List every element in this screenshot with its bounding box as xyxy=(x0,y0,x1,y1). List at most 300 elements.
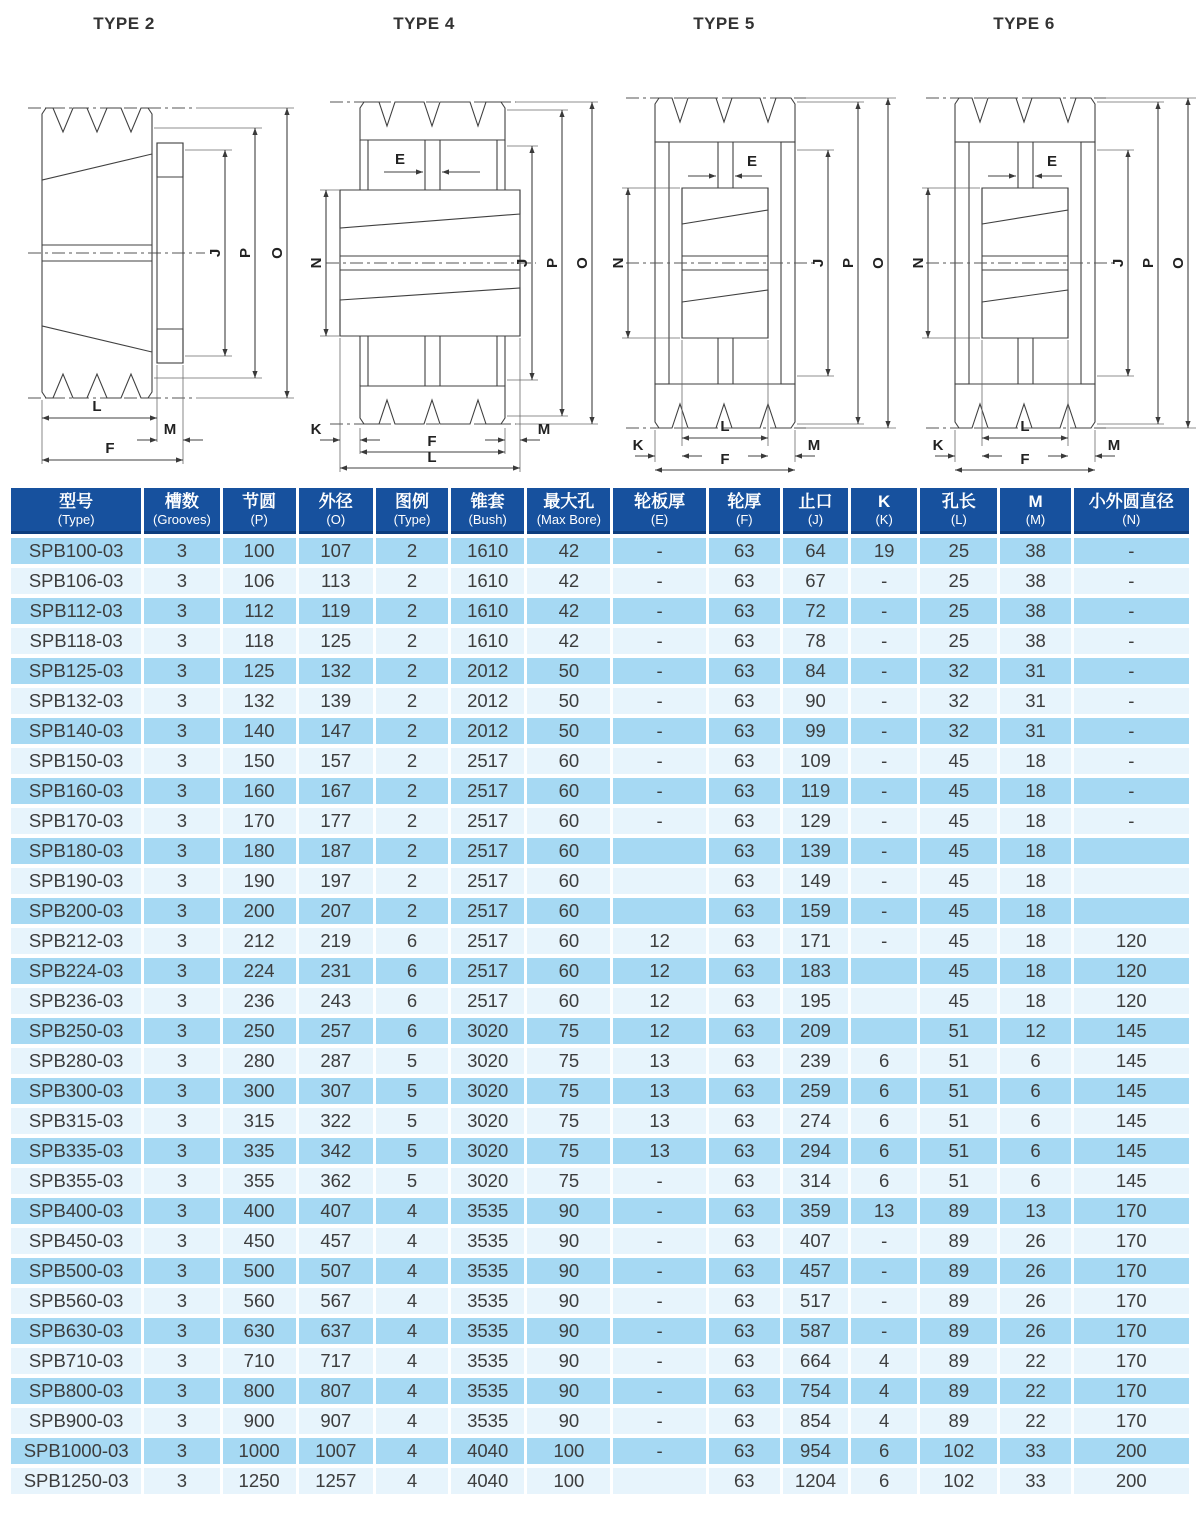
cell-l: 32 xyxy=(920,658,997,684)
cell-od: 177 xyxy=(299,808,373,834)
table-row-SPB560-03 xyxy=(11,1288,1189,1314)
table-row-SPB125-03 xyxy=(11,658,1189,684)
cell-j: 99 xyxy=(783,718,848,744)
cell-max_bore: 75 xyxy=(527,1078,610,1104)
cell-l: 45 xyxy=(920,778,997,804)
cell-model: SPB132-03 xyxy=(11,688,141,714)
table-row-SPB170-03 xyxy=(11,808,1189,834)
cell-pitch: 132 xyxy=(223,688,296,714)
cell-n: 170 xyxy=(1074,1288,1189,1314)
dim-label-L: L xyxy=(1020,418,1030,435)
cell-n: 170 xyxy=(1074,1198,1189,1224)
dim-label-M: M xyxy=(807,437,821,454)
cell-figure: 4 xyxy=(376,1198,448,1224)
cell-max_bore: 90 xyxy=(527,1408,610,1434)
cell-e: - xyxy=(613,778,705,804)
cell-e: - xyxy=(613,658,705,684)
cell-n: 145 xyxy=(1074,1168,1189,1194)
cell-f: 63 xyxy=(709,1288,780,1314)
cell-l: 102 xyxy=(920,1438,997,1464)
cell-j: 209 xyxy=(783,1018,848,1044)
table-row-SPB140-03 xyxy=(11,718,1189,744)
header-label-en: (L) xyxy=(950,512,967,527)
cell-l: 25 xyxy=(920,538,997,564)
cell-f: 63 xyxy=(709,1198,780,1224)
cell-od: 1007 xyxy=(299,1438,373,1464)
cell-k: - xyxy=(851,628,917,654)
cell-l: 45 xyxy=(920,838,997,864)
cell-j: 457 xyxy=(783,1258,848,1284)
diagram-title-type2: TYPE 2 xyxy=(93,14,155,33)
dim-label-N: N xyxy=(308,257,325,269)
dim-label-P: P xyxy=(544,257,561,269)
header-cell-l xyxy=(920,488,997,534)
cell-n: - xyxy=(1074,538,1189,564)
cell-model: SPB800-03 xyxy=(11,1378,141,1404)
cell-grooves: 3 xyxy=(144,1378,219,1404)
cell-pitch: 170 xyxy=(223,808,296,834)
cell-n xyxy=(1074,838,1189,864)
cell-model: SPB560-03 xyxy=(11,1288,141,1314)
table-row-SPB132-03 xyxy=(11,688,1189,714)
cell-od: 907 xyxy=(299,1408,373,1434)
table-row-SPB1000-03 xyxy=(11,1438,1189,1464)
dim-label-N: N xyxy=(910,257,927,269)
cell-f: 63 xyxy=(709,1228,780,1254)
cell-figure: 4 xyxy=(376,1258,448,1284)
cell-od: 322 xyxy=(299,1108,373,1134)
cell-l: 89 xyxy=(920,1408,997,1434)
cell-od: 407 xyxy=(299,1198,373,1224)
cell-f: 63 xyxy=(709,688,780,714)
cell-e: - xyxy=(613,808,705,834)
cell-l: 51 xyxy=(920,1078,997,1104)
cell-figure: 6 xyxy=(376,928,448,954)
cell-figure: 4 xyxy=(376,1348,448,1374)
cell-j: 119 xyxy=(783,778,848,804)
cell-od: 147 xyxy=(299,718,373,744)
header-label-zh: 节圆 xyxy=(242,492,277,511)
cell-max_bore: 75 xyxy=(527,1018,610,1044)
cell-e: - xyxy=(613,1438,705,1464)
cell-pitch: 200 xyxy=(223,898,296,924)
header-label-zh: M xyxy=(1028,492,1043,511)
cell-k: - xyxy=(851,1288,917,1314)
dim-label-L: L xyxy=(92,398,102,415)
cell-f: 63 xyxy=(709,1438,780,1464)
cell-model: SPB200-03 xyxy=(11,898,141,924)
cell-j: 64 xyxy=(783,538,848,564)
cell-bush: 2517 xyxy=(451,958,524,984)
cell-e: - xyxy=(613,1378,705,1404)
cell-j: 854 xyxy=(783,1408,848,1434)
cell-max_bore: 60 xyxy=(527,808,610,834)
cell-od: 113 xyxy=(299,568,373,594)
cell-e: 12 xyxy=(613,958,705,984)
cell-figure: 2 xyxy=(376,658,448,684)
table-header-row xyxy=(11,488,1189,534)
table-row-SPB236-03 xyxy=(11,988,1189,1014)
header-label-en: (N) xyxy=(1122,512,1141,527)
cell-max_bore: 90 xyxy=(527,1348,610,1374)
header-label-zh: 最大孔 xyxy=(543,492,595,511)
cell-pitch: 355 xyxy=(223,1168,296,1194)
cell-f: 63 xyxy=(709,1258,780,1284)
cell-max_bore: 75 xyxy=(527,1168,610,1194)
cell-k: 6 xyxy=(851,1138,917,1164)
cell-model: SPB450-03 xyxy=(11,1228,141,1254)
cell-j: 407 xyxy=(783,1228,848,1254)
spec-table xyxy=(8,484,1192,1498)
cell-e: 13 xyxy=(613,1138,705,1164)
cell-bush: 3535 xyxy=(451,1198,524,1224)
cell-e: - xyxy=(613,628,705,654)
cell-e: - xyxy=(613,1318,705,1344)
header-label-en: (Type) xyxy=(393,512,431,527)
cell-max_bore: 90 xyxy=(527,1288,610,1314)
cell-bush: 3020 xyxy=(451,1078,524,1104)
cell-k: - xyxy=(851,1258,917,1284)
diagram-type6 xyxy=(900,4,1200,484)
cell-model: SPB150-03 xyxy=(11,748,141,774)
cell-model: SPB250-03 xyxy=(11,1018,141,1044)
dim-label-N: N xyxy=(610,257,627,269)
cell-model: SPB500-03 xyxy=(11,1258,141,1284)
cell-l: 102 xyxy=(920,1468,997,1494)
cell-pitch: 630 xyxy=(223,1318,296,1344)
cell-m: 6 xyxy=(1000,1048,1070,1074)
cell-max_bore: 75 xyxy=(527,1138,610,1164)
cell-pitch: 315 xyxy=(223,1108,296,1134)
cell-max_bore: 60 xyxy=(527,928,610,954)
table-row-SPB190-03 xyxy=(11,868,1189,894)
cell-od: 219 xyxy=(299,928,373,954)
dim-label-M: M xyxy=(163,421,177,438)
header-cell-k xyxy=(851,488,917,534)
header-label-zh: 轮厚 xyxy=(727,492,762,511)
cell-model: SPB355-03 xyxy=(11,1168,141,1194)
cell-j: 359 xyxy=(783,1198,848,1224)
cell-od: 132 xyxy=(299,658,373,684)
cell-model: SPB106-03 xyxy=(11,568,141,594)
cell-f: 63 xyxy=(709,1078,780,1104)
dim-label-P: P xyxy=(840,257,857,269)
header-label-en: (F) xyxy=(736,512,753,527)
dim-label-K: K xyxy=(632,437,644,454)
cell-max_bore: 90 xyxy=(527,1198,610,1224)
cell-m: 18 xyxy=(1000,898,1070,924)
cell-m: 18 xyxy=(1000,958,1070,984)
cell-e: - xyxy=(613,1168,705,1194)
cell-pitch: 140 xyxy=(223,718,296,744)
cell-bush: 4040 xyxy=(451,1438,524,1464)
cell-f: 63 xyxy=(709,1348,780,1374)
cell-model: SPB300-03 xyxy=(11,1078,141,1104)
diagram-type2 xyxy=(0,4,300,484)
dim-label-J: J xyxy=(810,258,827,268)
cell-j: 239 xyxy=(783,1048,848,1074)
cell-k: - xyxy=(851,1228,917,1254)
cell-max_bore: 100 xyxy=(527,1438,610,1464)
cell-n: 145 xyxy=(1074,1048,1189,1074)
cell-pitch: 112 xyxy=(223,598,296,624)
cell-m: 26 xyxy=(1000,1318,1070,1344)
cell-max_bore: 90 xyxy=(527,1318,610,1344)
cell-f: 63 xyxy=(709,718,780,744)
header-cell-f xyxy=(709,488,780,534)
header-cell-e xyxy=(613,488,705,534)
cell-l: 89 xyxy=(920,1288,997,1314)
table-row-SPB400-03 xyxy=(11,1198,1189,1224)
cell-grooves: 3 xyxy=(144,538,219,564)
cell-max_bore: 42 xyxy=(527,628,610,654)
cell-e: - xyxy=(613,1288,705,1314)
cell-j: 954 xyxy=(783,1438,848,1464)
cell-m: 26 xyxy=(1000,1258,1070,1284)
cell-m: 38 xyxy=(1000,568,1070,594)
cell-l: 45 xyxy=(920,868,997,894)
cell-n xyxy=(1074,868,1189,894)
cell-f: 63 xyxy=(709,1468,780,1494)
cell-m: 38 xyxy=(1000,628,1070,654)
cell-m: 22 xyxy=(1000,1348,1070,1374)
cell-pitch: 450 xyxy=(223,1228,296,1254)
cell-m: 18 xyxy=(1000,868,1070,894)
cell-n: 120 xyxy=(1074,988,1189,1014)
cell-e: 12 xyxy=(613,988,705,1014)
cell-j: 754 xyxy=(783,1378,848,1404)
cell-n: 170 xyxy=(1074,1378,1189,1404)
cell-l: 45 xyxy=(920,928,997,954)
cell-grooves: 3 xyxy=(144,1108,219,1134)
cell-f: 63 xyxy=(709,1048,780,1074)
cell-m: 6 xyxy=(1000,1138,1070,1164)
cell-l: 89 xyxy=(920,1318,997,1344)
cell-max_bore: 75 xyxy=(527,1048,610,1074)
cell-od: 807 xyxy=(299,1378,373,1404)
cell-bush: 3020 xyxy=(451,1048,524,1074)
cell-figure: 2 xyxy=(376,808,448,834)
cell-k: 19 xyxy=(851,538,917,564)
cell-bush: 2012 xyxy=(451,718,524,744)
cell-k: - xyxy=(851,928,917,954)
diagram-type4 xyxy=(300,4,600,484)
cell-max_bore: 50 xyxy=(527,688,610,714)
diagrams-row xyxy=(0,0,1200,484)
cell-m: 6 xyxy=(1000,1078,1070,1104)
cell-k: 6 xyxy=(851,1078,917,1104)
cell-model: SPB236-03 xyxy=(11,988,141,1014)
dim-label-E: E xyxy=(746,153,758,170)
cell-f: 63 xyxy=(709,988,780,1014)
cell-j: 149 xyxy=(783,868,848,894)
cell-figure: 2 xyxy=(376,898,448,924)
cell-grooves: 3 xyxy=(144,1048,219,1074)
cell-k: - xyxy=(851,808,917,834)
cell-k: - xyxy=(851,598,917,624)
cell-od: 717 xyxy=(299,1348,373,1374)
cell-l: 51 xyxy=(920,1168,997,1194)
cell-f: 63 xyxy=(709,1378,780,1404)
cell-max_bore: 60 xyxy=(527,958,610,984)
diagram-type5 xyxy=(600,4,900,484)
cell-n: - xyxy=(1074,688,1189,714)
cell-bush: 1610 xyxy=(451,538,524,564)
cell-n: 170 xyxy=(1074,1258,1189,1284)
cell-od: 231 xyxy=(299,958,373,984)
cell-j: 72 xyxy=(783,598,848,624)
table-row-SPB300-03 xyxy=(11,1078,1189,1104)
dim-label-F: F xyxy=(720,451,730,468)
cell-pitch: 300 xyxy=(223,1078,296,1104)
cell-e: - xyxy=(613,718,705,744)
cell-m: 38 xyxy=(1000,598,1070,624)
cell-od: 307 xyxy=(299,1078,373,1104)
cell-f: 63 xyxy=(709,748,780,774)
cell-max_bore: 100 xyxy=(527,1468,610,1494)
cell-max_bore: 75 xyxy=(527,1108,610,1134)
cell-m: 33 xyxy=(1000,1468,1070,1494)
cell-grooves: 3 xyxy=(144,898,219,924)
cell-j: 294 xyxy=(783,1138,848,1164)
cell-l: 89 xyxy=(920,1228,997,1254)
table-row-SPB500-03 xyxy=(11,1258,1189,1284)
cell-m: 26 xyxy=(1000,1228,1070,1254)
cell-n: 145 xyxy=(1074,1018,1189,1044)
cell-f: 63 xyxy=(709,568,780,594)
header-label-zh: K xyxy=(878,492,891,511)
cell-e: 12 xyxy=(613,928,705,954)
cell-pitch: 1250 xyxy=(223,1468,296,1494)
cell-j: 517 xyxy=(783,1288,848,1314)
header-label-zh: 轮板厚 xyxy=(634,492,686,511)
cell-od: 567 xyxy=(299,1288,373,1314)
cell-f: 63 xyxy=(709,658,780,684)
cell-model: SPB1000-03 xyxy=(11,1438,141,1464)
header-label-zh: 外径 xyxy=(318,492,353,511)
cell-model: SPB335-03 xyxy=(11,1138,141,1164)
cell-model: SPB224-03 xyxy=(11,958,141,984)
cell-figure: 2 xyxy=(376,688,448,714)
cell-n: - xyxy=(1074,808,1189,834)
cell-f: 63 xyxy=(709,838,780,864)
cell-model: SPB180-03 xyxy=(11,838,141,864)
header-label-en: (Max Bore) xyxy=(536,512,602,527)
cell-bush: 3535 xyxy=(451,1348,524,1374)
cell-k: - xyxy=(851,688,917,714)
dim-label-J: J xyxy=(1110,258,1127,268)
cell-l: 89 xyxy=(920,1348,997,1374)
cell-max_bore: 50 xyxy=(527,718,610,744)
cell-k: - xyxy=(851,748,917,774)
cell-l: 45 xyxy=(920,898,997,924)
table-row-SPB180-03 xyxy=(11,838,1189,864)
cell-max_bore: 60 xyxy=(527,778,610,804)
cell-m: 33 xyxy=(1000,1438,1070,1464)
cell-e: 13 xyxy=(613,1048,705,1074)
cell-f: 63 xyxy=(709,1318,780,1344)
dim-label-K: K xyxy=(310,421,322,438)
header-label-zh: 小外圆直径 xyxy=(1088,492,1174,511)
cell-l: 32 xyxy=(920,718,997,744)
cell-k: - xyxy=(851,1318,917,1344)
cell-pitch: 800 xyxy=(223,1378,296,1404)
cell-figure: 5 xyxy=(376,1138,448,1164)
cell-m: 18 xyxy=(1000,748,1070,774)
cell-bush: 2517 xyxy=(451,928,524,954)
dim-label-J: J xyxy=(207,248,224,258)
table-row-SPB250-03 xyxy=(11,1018,1189,1044)
cell-n: - xyxy=(1074,568,1189,594)
table-row-SPB280-03 xyxy=(11,1048,1189,1074)
cell-figure: 6 xyxy=(376,1018,448,1044)
cell-f: 63 xyxy=(709,898,780,924)
cell-max_bore: 42 xyxy=(527,568,610,594)
header-cell-n xyxy=(1074,488,1189,534)
cell-pitch: 212 xyxy=(223,928,296,954)
diagram-title-type5: TYPE 5 xyxy=(693,14,755,33)
cell-j: 90 xyxy=(783,688,848,714)
cell-figure: 2 xyxy=(376,538,448,564)
cell-e: - xyxy=(613,598,705,624)
cell-e: - xyxy=(613,538,705,564)
cell-figure: 2 xyxy=(376,598,448,624)
cell-pitch: 160 xyxy=(223,778,296,804)
cell-l: 51 xyxy=(920,1018,997,1044)
cell-e: - xyxy=(613,688,705,714)
cell-pitch: 710 xyxy=(223,1348,296,1374)
cell-pitch: 125 xyxy=(223,658,296,684)
cell-od: 139 xyxy=(299,688,373,714)
cell-l: 89 xyxy=(920,1378,997,1404)
cell-bush: 3535 xyxy=(451,1228,524,1254)
cell-l: 51 xyxy=(920,1108,997,1134)
cell-n: 170 xyxy=(1074,1408,1189,1434)
cell-grooves: 3 xyxy=(144,1288,219,1314)
cell-k: - xyxy=(851,718,917,744)
cell-od: 207 xyxy=(299,898,373,924)
cell-k: - xyxy=(851,658,917,684)
cell-m: 18 xyxy=(1000,808,1070,834)
cell-model: SPB170-03 xyxy=(11,808,141,834)
cell-bush: 2517 xyxy=(451,898,524,924)
header-cell-m xyxy=(1000,488,1070,534)
cell-j: 129 xyxy=(783,808,848,834)
cell-pitch: 190 xyxy=(223,868,296,894)
cell-od: 342 xyxy=(299,1138,373,1164)
cell-k: - xyxy=(851,778,917,804)
cell-e: - xyxy=(613,1348,705,1374)
cell-model: SPB140-03 xyxy=(11,718,141,744)
table-row-SPB224-03 xyxy=(11,958,1189,984)
cell-k xyxy=(851,1018,917,1044)
cell-max_bore: 90 xyxy=(527,1378,610,1404)
cell-bush: 2517 xyxy=(451,868,524,894)
cell-figure: 4 xyxy=(376,1438,448,1464)
cell-e xyxy=(613,868,705,894)
cell-bush: 3535 xyxy=(451,1378,524,1404)
cell-od: 243 xyxy=(299,988,373,1014)
table-row-SPB112-03 xyxy=(11,598,1189,624)
cell-m: 6 xyxy=(1000,1168,1070,1194)
cell-j: 159 xyxy=(783,898,848,924)
cell-grooves: 3 xyxy=(144,568,219,594)
cell-od: 457 xyxy=(299,1228,373,1254)
table-row-SPB450-03 xyxy=(11,1228,1189,1254)
cell-j: 171 xyxy=(783,928,848,954)
cell-f: 63 xyxy=(709,538,780,564)
cell-pitch: 106 xyxy=(223,568,296,594)
